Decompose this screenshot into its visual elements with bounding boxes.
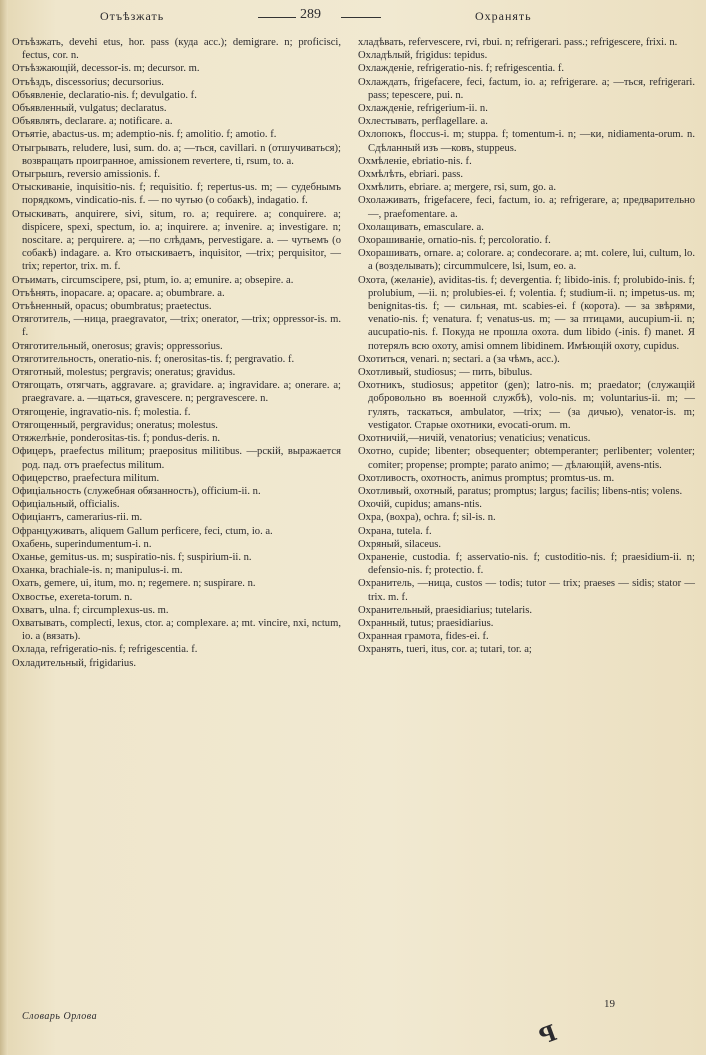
dictionary-entry: Охранитель, —ница, custos — todis; tutor — trix; praeses — sidis; stator — trix. m. f.: [358, 578, 695, 603]
dictionary-entry: Отъѣздъ, discessorius; decursorius.: [12, 76, 164, 88]
dictionary-entry: Охотно, cupide; libenter; obsequenter; obtemperanter; perlibenter; volenter; comiter; propense; prompte; parato animo; — дѣлающій, avens-ntis.: [358, 446, 695, 471]
dictionary-entry: Охолащивать, emasculare. a.: [358, 221, 484, 233]
running-head-right: Охранять: [475, 9, 532, 23]
dictionary-entry: Охрана, tutela. f.: [358, 525, 432, 537]
dictionary-entry: Отъѣзжать, devehi etus, hor. pass (куда acc.); demigrare. n; proficisci, fectus, cor. n.: [12, 37, 341, 62]
dictionary-entry: Охмѣлѣть, ebriari. pass.: [358, 169, 464, 181]
dictionary-entry: Охотливость, охотность, animus promptus; promtus-us. m.: [358, 472, 615, 484]
header-rule-left: [258, 17, 296, 18]
dictionary-entry: Оханка, brachiale-is. n; manipulus-i. m.: [12, 565, 183, 577]
right-column: [358, 36, 695, 657]
dictionary-entry: Охотникъ, studiosus; appetitor (gen); latro-nis. m; praedator; (служащій добровольно въ военной службѣ), volo-nis. m; voluntarius-ii. m; —гулять, таскаться, ambulator, —trix; — (за дичью), venator-is. m; vestigator. Старые охотники, evocati-orum. m.: [358, 380, 695, 431]
dictionary-entry: Охлаждать, frigefacere, feci, factum, io. a; refrigerare. a; —ться, refrigerari. pass; tepescere, pui. n.: [358, 76, 695, 101]
dictionary-entry: Отяготитель, —ница, praegravator, —trix; onerator, —trix; oppressor-is. m. f.: [12, 314, 341, 339]
dictionary-entry: Оханье, gemitus-us. m; suspiratio-nis. f; suspirium-ii. n.: [12, 551, 252, 563]
dictionary-entry: Отъѣненный, opacus; obumbratus; praetectus.: [12, 301, 212, 313]
sheet-number: 19: [604, 998, 615, 1010]
dictionary-entry: Объявленный, vulgatus; declaratus.: [12, 103, 167, 115]
dictionary-entry: Охранять, tueri, itus, cor. a; tutari, tor. a;: [358, 644, 532, 656]
dictionary-entry: Отъѣзжающій, decessor-is. m; decursor. m.: [12, 63, 200, 75]
dictionary-entry: Охотливый, охотный, paratus; promptus; largus; facilis; libens-ntis; volens.: [358, 485, 683, 497]
dictionary-entry: Охватъ, ulna. f; circumplexus-us. m.: [12, 604, 169, 616]
page-header: [0, 6, 706, 28]
dictionary-entry: Охладѣлый, frigidus: tepidus.: [358, 50, 488, 62]
dictionary-entry: Офиціантъ, camerarius-rii. m.: [12, 512, 143, 524]
dictionary-entry: Охолаживать, frigefacere, feci, factum, io. a; refrigerare, a; предварительно —, praefomentare. a.: [358, 195, 695, 220]
dictionary-entry: хладѣвать, refervescere, rvi, rbui. n; refrigerari. pass.; refrigescere, frixi. n.: [358, 37, 678, 48]
dictionary-entry: Охраненіе, custodia. f; asservatio-nis. f; custoditio-nis. f; praesidium-ii. n; defensio-nis. f; protectio. f.: [358, 551, 695, 577]
running-head-left: Отъѣзжать: [100, 9, 165, 23]
dictionary-entry: Отягощеніе, ingravatio-nis. f; molestia. f.: [12, 406, 191, 418]
dictionary-entry: Отяготительность, oneratio-nis. f; onerositas-tis. f; pergravatio. f.: [12, 353, 295, 365]
dictionary-entry: Охлажденіе, refrigeratio-nis. f; refrigescentia. f.: [358, 63, 565, 75]
dictionary-entry: Отъятіе, abactus-us. m; ademptio-nis. f; amolitio. f; amotio. f.: [12, 129, 277, 141]
dictionary-entry: Охранительный, praesidiarius; tutelaris.: [358, 604, 532, 616]
sheet-signature: Словарь Орлова: [22, 1011, 98, 1022]
dictionary-entry: Охлестывать, perflagellare. a.: [358, 116, 488, 128]
dictionary-entry: Отяготительный, onerosus; gravis; oppressorius.: [12, 340, 223, 352]
dictionary-entry: Отыгрышъ, reversio amissionis. f.: [12, 169, 161, 181]
dictionary-entry: Отъѣнять, inopacare. a; opacare. a; obumbrare. a.: [12, 287, 225, 299]
dictionary-entry: Охотиться, venari. n; sectari. a (за чѣмъ, acc.).: [358, 353, 560, 365]
dictionary-entry: Охряный, silaceus.: [358, 538, 442, 550]
dictionary-entry: Отяжелѣніе, ponderositas-tis. f; pondus-deris. n.: [12, 433, 221, 445]
dictionary-entry: Охладительный, frigidarius.: [12, 657, 136, 669]
dictionary-entry: Отыскиваніе, inquisitio-nis. f; requisitio. f; repertus-us. m; — судебнымъ порядкомъ, vindicatio-nis. f. — по чутью (о собакѣ), indagatio. f.: [12, 182, 341, 207]
dictionary-entry: Охорашиваніе, ornatio-nis. f; percoloratio. f.: [358, 235, 551, 247]
dictionary-entry: Офицеръ, praefectus militum; praepositus militibus. —рскій, выражается род. пад. отъ praefectus militum.: [12, 446, 341, 471]
dictionary-entry: Охранный, tutus; praesidiarius.: [358, 617, 494, 629]
dictionary-entry: Охабень, superindumentum-i. n.: [12, 538, 152, 550]
dictionary-entry: Охмѣленіе, ebriatio-nis. f.: [358, 155, 472, 167]
page-number: 289: [300, 7, 321, 22]
dictionary-entry: Отяготный, molestus; pergravis; oneratus; gravidus.: [12, 367, 236, 379]
dictionary-entry: Охлопокъ, floccus-i. m; stuppa. f; tomentum-i. n; —ки, nidiamenta-orum. n. Сдѣланный изъ —ковъ, stuppeus.: [358, 129, 695, 154]
ink-mark: ꟼ: [536, 1019, 561, 1050]
header-rule-right: [341, 17, 381, 18]
dictionary-entry: Охвостье, exereta-torum. n.: [12, 591, 133, 603]
dictionary-entry: Охлажденіе, refrigerium-ii. n.: [358, 103, 488, 115]
left-column: [12, 36, 341, 670]
dictionary-entry: Охлада, refrigeratio-nis. f; refrigescentia. f.: [12, 644, 198, 656]
dictionary-entry: Охра, (вохра), ochra. f; sil-is. n.: [358, 512, 496, 524]
dictionary-entry: Объявлять, declarare. a; notificare. a.: [12, 116, 173, 128]
page-fold-shadow: [0, 0, 8, 1055]
dictionary-entry: Охочій, cupidus; amans-ntis.: [358, 499, 482, 511]
dictionary-entry: Охотливый, studiosus; — пить, bibulus.: [358, 367, 533, 379]
dictionary-entry: Отъимать, circumscipere, psi, ptum, io. a; emunire. a; obsepire. a.: [12, 274, 294, 286]
dictionary-entry: Отягощать, отягчать, aggravare. a; gravidare. a; ingravidare. a; onerare. a; praegravare. a. —щаться, gravescere. n; pergravescere. n.: [12, 380, 341, 405]
dictionary-entry: Офиціальный, officialis.: [12, 499, 120, 511]
dictionary-entry: Офранцуживать, aliquem Gallum perficere, feci, ctum, io. a.: [12, 525, 273, 537]
dictionary-entry: Охватывать, complecti, lexus, ctor. a; complexare. a; mt. vincire, nxi, nctum, io. a (вязать).: [12, 617, 341, 643]
dictionary-entry: Отягощенный, pergravidus; oneratus; molestus.: [12, 419, 218, 431]
dictionary-entry: Охота, (желаніе), aviditas-tis. f; devergentia. f; libido-inis. f; prolubido-inis. f; prolubium, —ii. n; prolubies-ei. f; volentia. f; studium-ii. n; impetus-us. m; benignitas-tis. f; — сильная, mt. scabies-ei. f (корота). — за звѣрями, venatio-nis. f; venatura. f; venatus-us. m; — за птицами, aucupium-ii. n; aucupatio-nis. f. Покуда не прошла охота. dum libido (-inis. f) manet. Я потерялъ всю охоту, amisi omnem libidinem. Имѣющій охоту, cupidus.: [358, 274, 695, 352]
dictionary-entry: Охранная грамота, fides-ei. f.: [358, 631, 489, 643]
dictionary-entry: Отыскивать, anquirere, sivi, situm, ro. a; requirere. a; conquirere. a; dispicere, spexi, spectum, io. a; inquirere. a; invenire. a; investigare. n; noscitare. a; perquirere. a; —по слѣдамъ, pervestigare. a. — чутьемъ (о собакѣ) indagare. a. Кто отыскиваетъ, inquisitor, —trix; perquisitor, —trix; repertor, trix. m. f.: [12, 208, 341, 273]
dictionary-entry: Охотничій,—ничій, venatorius; venaticius; venaticus.: [358, 433, 591, 445]
dictionary-entry: Охмѣлить, ebriare. a; mergere, rsi, sum, go. a.: [358, 182, 557, 194]
dictionary-entry: Охорашивать, ornare. a; colorare. a; condecorare. a; mt. colere, lui, cultum, lo. a (возделывать); circummulcere, lsi, lsum, eo. a.: [358, 248, 695, 273]
dictionary-entry: Офиціальность (служебная обязанность), officium-ii. n.: [12, 485, 261, 497]
dictionary-entry: Объявленіе, declaratio-nis. f; devulgatio. f.: [12, 89, 197, 101]
dictionary-entry: Охать, gemere, ui, itum, mo. n; regemere. n; suspirare. n.: [12, 578, 256, 590]
dictionary-entry: Офицерство, praefectura militum.: [12, 472, 160, 484]
dictionary-entry: Отыгрывать, reludere, lusi, sum. do. a; —ться, cavillari. n (отшучиваться); возвращать проигранное, amissionem revertere, ti, rsum, to. a.: [12, 142, 341, 167]
